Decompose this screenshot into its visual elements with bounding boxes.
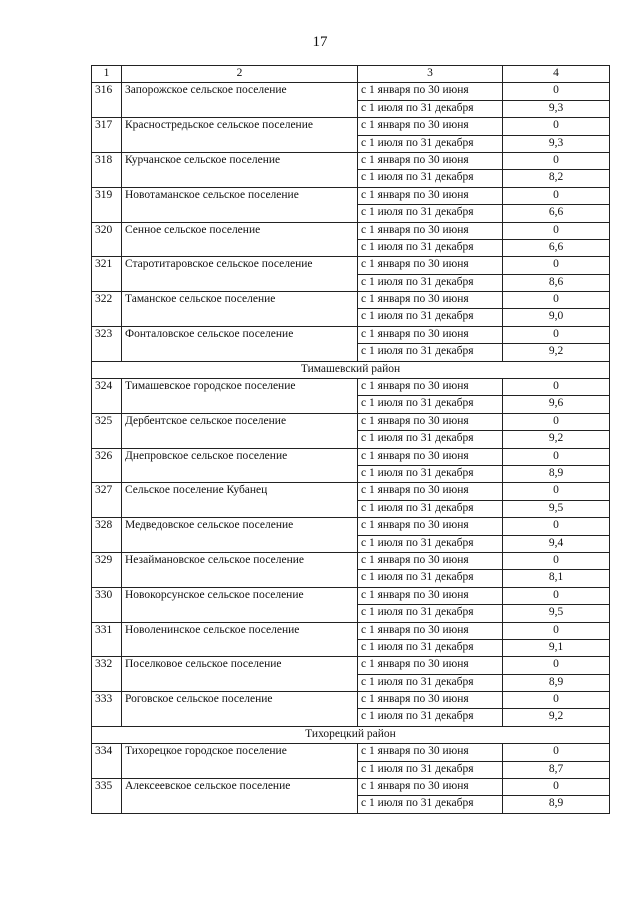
value-second-half: 8,9 xyxy=(503,674,610,691)
period-first-half: с 1 января по 30 июня xyxy=(358,83,503,100)
period-second-half: с 1 июля по 31 декабря xyxy=(358,170,503,187)
value-second-half: 9,5 xyxy=(503,605,610,622)
row-number: 321 xyxy=(92,257,122,292)
value-first-half: 0 xyxy=(503,657,610,674)
period-second-half: с 1 июля по 31 декабря xyxy=(358,135,503,152)
period-first-half: с 1 января по 30 июня xyxy=(358,692,503,709)
row-number: 317 xyxy=(92,118,122,153)
row-number: 318 xyxy=(92,152,122,187)
value-first-half: 0 xyxy=(503,118,610,135)
value-first-half: 0 xyxy=(503,257,610,274)
period-first-half: с 1 января по 30 июня xyxy=(358,587,503,604)
row-number: 331 xyxy=(92,622,122,657)
settlement-name: Новотаманское сельское поселение xyxy=(122,187,358,222)
table-row xyxy=(92,622,610,639)
value-first-half: 0 xyxy=(503,326,610,343)
period-second-half: с 1 июля по 31 декабря xyxy=(358,796,503,813)
row-number: 333 xyxy=(92,692,122,727)
settlement-name: Сенное сельское поселение xyxy=(122,222,358,257)
period-second-half: с 1 июля по 31 декабря xyxy=(358,674,503,691)
row-number: 335 xyxy=(92,779,122,814)
settlement-name: Медведовское сельское поселение xyxy=(122,518,358,553)
table-row xyxy=(92,83,610,100)
settlement-name: Незаймановское сельское поселение xyxy=(122,552,358,587)
period-second-half: с 1 июля по 31 декабря xyxy=(358,535,503,552)
value-second-half: 8,1 xyxy=(503,570,610,587)
value-first-half: 0 xyxy=(503,744,610,761)
table-row xyxy=(92,326,610,343)
table-row xyxy=(92,448,610,465)
rates-table xyxy=(91,65,610,814)
settlement-name: Сельское поселение Кубанец xyxy=(122,483,358,518)
row-number: 320 xyxy=(92,222,122,257)
period-second-half: с 1 июля по 31 декабря xyxy=(358,431,503,448)
period-first-half: с 1 января по 30 июня xyxy=(358,744,503,761)
value-second-half: 9,2 xyxy=(503,431,610,448)
value-first-half: 0 xyxy=(503,187,610,204)
value-first-half: 0 xyxy=(503,83,610,100)
settlement-name: Алексеевское сельское поселение xyxy=(122,779,358,814)
table-row xyxy=(92,413,610,430)
row-number: 330 xyxy=(92,587,122,622)
settlement-name: Запорожское сельское поселение xyxy=(122,83,358,118)
value-second-half: 6,6 xyxy=(503,205,610,222)
value-first-half: 0 xyxy=(503,779,610,796)
period-first-half: с 1 января по 30 июня xyxy=(358,379,503,396)
value-first-half: 0 xyxy=(503,692,610,709)
table-row xyxy=(92,152,610,169)
value-second-half: 9,4 xyxy=(503,535,610,552)
value-first-half: 0 xyxy=(503,152,610,169)
table-row xyxy=(92,187,610,204)
table-row xyxy=(92,518,610,535)
row-number: 327 xyxy=(92,483,122,518)
page-number: 17 xyxy=(312,34,328,50)
settlement-name: Новоленинское сельское поселение xyxy=(122,622,358,657)
header-col-4: 4 xyxy=(503,66,610,83)
period-first-half: с 1 января по 30 июня xyxy=(358,187,503,204)
value-second-half: 9,3 xyxy=(503,135,610,152)
value-first-half: 0 xyxy=(503,587,610,604)
header-col-2: 2 xyxy=(122,66,358,83)
row-number: 323 xyxy=(92,326,122,361)
period-second-half: с 1 июля по 31 декабря xyxy=(358,239,503,256)
row-number: 325 xyxy=(92,413,122,448)
settlement-name: Дербентское сельское поселение xyxy=(122,413,358,448)
value-second-half: 8,9 xyxy=(503,465,610,482)
row-number: 322 xyxy=(92,292,122,327)
period-first-half: с 1 января по 30 июня xyxy=(358,326,503,343)
period-first-half: с 1 января по 30 июня xyxy=(358,518,503,535)
row-number: 328 xyxy=(92,518,122,553)
district-name: Тимашевский район xyxy=(92,361,610,378)
row-number: 332 xyxy=(92,657,122,692)
period-second-half: с 1 июля по 31 декабря xyxy=(358,396,503,413)
value-first-half: 0 xyxy=(503,518,610,535)
row-number: 326 xyxy=(92,448,122,483)
settlement-name: Старотитаровское сельское поселение xyxy=(122,257,358,292)
table-row xyxy=(92,587,610,604)
period-first-half: с 1 января по 30 июня xyxy=(358,118,503,135)
row-number: 316 xyxy=(92,83,122,118)
settlement-name: Тихорецкое городское поселение xyxy=(122,744,358,779)
period-second-half: с 1 июля по 31 декабря xyxy=(358,605,503,622)
period-second-half: с 1 июля по 31 декабря xyxy=(358,465,503,482)
value-second-half: 9,2 xyxy=(503,344,610,361)
period-second-half: с 1 июля по 31 декабря xyxy=(358,344,503,361)
period-first-half: с 1 января по 30 июня xyxy=(358,622,503,639)
value-second-half: 9,5 xyxy=(503,500,610,517)
settlement-name: Новокорсунское сельское поселение xyxy=(122,587,358,622)
district-header-row xyxy=(92,361,610,378)
period-first-half: с 1 января по 30 июня xyxy=(358,657,503,674)
period-second-half: с 1 июля по 31 декабря xyxy=(358,100,503,117)
period-second-half: с 1 июля по 31 декабря xyxy=(358,500,503,517)
table-row xyxy=(92,379,610,396)
settlement-name: Фонталовское сельское поселение xyxy=(122,326,358,361)
period-second-half: с 1 июля по 31 декабря xyxy=(358,639,503,656)
value-first-half: 0 xyxy=(503,413,610,430)
period-first-half: с 1 января по 30 июня xyxy=(358,448,503,465)
period-second-half: с 1 июля по 31 декабря xyxy=(358,205,503,222)
value-second-half: 9,6 xyxy=(503,396,610,413)
value-first-half: 0 xyxy=(503,292,610,309)
period-first-half: с 1 января по 30 июня xyxy=(358,779,503,796)
settlement-name: Днепровское сельское поселение xyxy=(122,448,358,483)
settlement-name: Поселковое сельское поселение xyxy=(122,657,358,692)
value-second-half: 8,2 xyxy=(503,170,610,187)
period-first-half: с 1 января по 30 июня xyxy=(358,292,503,309)
table-row xyxy=(92,779,610,796)
table-header-row xyxy=(92,66,610,83)
table-row xyxy=(92,692,610,709)
district-header-row xyxy=(92,726,610,743)
value-second-half: 9,1 xyxy=(503,639,610,656)
value-second-half: 8,7 xyxy=(503,761,610,778)
value-second-half: 8,9 xyxy=(503,796,610,813)
value-second-half: 9,2 xyxy=(503,709,610,726)
value-first-half: 0 xyxy=(503,222,610,239)
period-first-half: с 1 января по 30 июня xyxy=(358,257,503,274)
row-number: 324 xyxy=(92,379,122,414)
value-second-half: 9,0 xyxy=(503,309,610,326)
settlement-name: Таманское сельское поселение xyxy=(122,292,358,327)
period-second-half: с 1 июля по 31 декабря xyxy=(358,761,503,778)
row-number: 319 xyxy=(92,187,122,222)
period-first-half: с 1 января по 30 июня xyxy=(358,152,503,169)
value-first-half: 0 xyxy=(503,379,610,396)
period-first-half: с 1 января по 30 июня xyxy=(358,222,503,239)
period-first-half: с 1 января по 30 июня xyxy=(358,413,503,430)
period-second-half: с 1 июля по 31 декабря xyxy=(358,274,503,291)
period-first-half: с 1 января по 30 июня xyxy=(358,483,503,500)
rates-table-body xyxy=(92,66,610,814)
value-first-half: 0 xyxy=(503,552,610,569)
table-row xyxy=(92,657,610,674)
table-row xyxy=(92,118,610,135)
settlement-name: Тимашевское городское поселение xyxy=(122,379,358,414)
period-first-half: с 1 января по 30 июня xyxy=(358,552,503,569)
period-second-half: с 1 июля по 31 декабря xyxy=(358,309,503,326)
value-first-half: 0 xyxy=(503,448,610,465)
table-row xyxy=(92,483,610,500)
settlement-name: Красностредьское сельское поселение xyxy=(122,118,358,153)
table-row xyxy=(92,552,610,569)
district-name: Тихорецкий район xyxy=(92,726,610,743)
settlement-name: Роговское сельское поселение xyxy=(122,692,358,727)
header-col-3: 3 xyxy=(358,66,503,83)
settlement-name: Курчанское сельское поселение xyxy=(122,152,358,187)
value-second-half: 6,6 xyxy=(503,239,610,256)
value-first-half: 0 xyxy=(503,622,610,639)
row-number: 329 xyxy=(92,552,122,587)
table-row xyxy=(92,222,610,239)
period-second-half: с 1 июля по 31 декабря xyxy=(358,570,503,587)
period-second-half: с 1 июля по 31 декабря xyxy=(358,709,503,726)
table-row xyxy=(92,257,610,274)
header-col-1: 1 xyxy=(92,66,122,83)
value-first-half: 0 xyxy=(503,483,610,500)
table-row xyxy=(92,292,610,309)
value-second-half: 9,3 xyxy=(503,100,610,117)
row-number: 334 xyxy=(92,744,122,779)
table-row xyxy=(92,744,610,761)
value-second-half: 8,6 xyxy=(503,274,610,291)
